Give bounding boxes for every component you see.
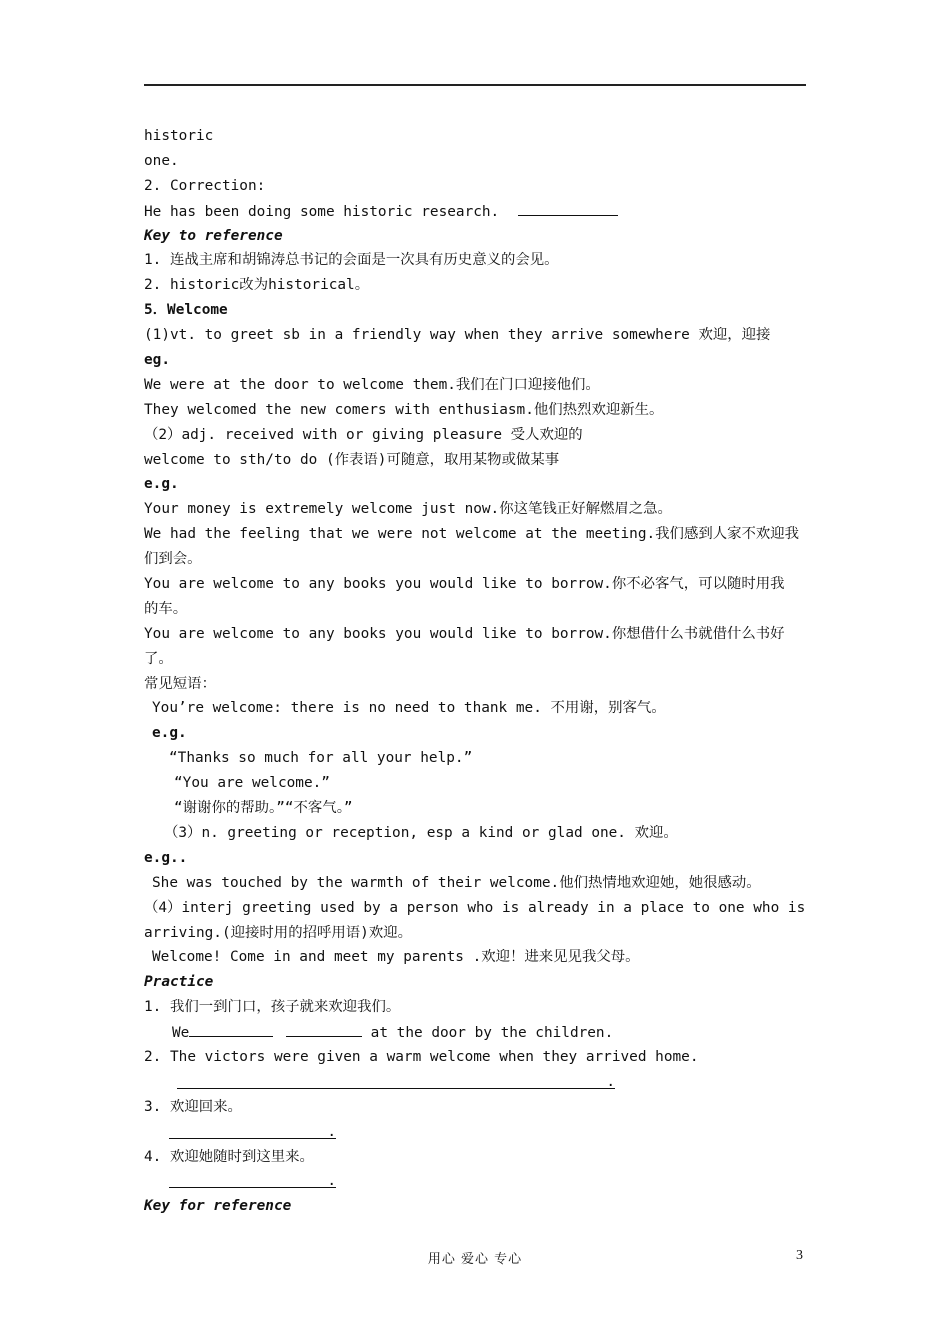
section-heading: Key to reference [144, 227, 283, 244]
text-line: 1. 连战主席和胡锦涛总书记的会面是一次具有历史意义的会见。 [144, 252, 559, 269]
text-line: 2. Correction: [144, 177, 266, 194]
text-line: “Thanks so much for all your help.” [169, 750, 473, 767]
text-line: Welcome! Come in and meet my parents .欢迎！进来见见我父母。 [152, 949, 640, 966]
text-line: historic [144, 128, 214, 144]
text-line: You are welcome to any books you would like to borrow.你不必客气，可以随时用我 [144, 576, 785, 593]
footer-motto: 用心 爱心 专心 [427, 1252, 523, 1267]
header-rule [144, 84, 806, 86]
text-line: one. [144, 152, 179, 169]
example-label: e.g.. [144, 849, 188, 866]
page-number: 3 [796, 1248, 803, 1263]
text-line: She was touched by the warmth of their welcome.他们热情地欢迎她，她很感动。 [152, 874, 761, 891]
answer-line [144, 1169, 806, 1194]
fill-in-line [144, 1020, 806, 1045]
answer-blank[interactable] [189, 1020, 273, 1037]
document-body [144, 124, 806, 1219]
correction-sentence [144, 199, 806, 224]
text-line: “谢谢你的帮助。”“不客气。” [174, 800, 353, 817]
text-line: 们到会。 [144, 551, 202, 568]
answer-line [144, 1070, 806, 1095]
text-line: 2. The victors were given a warm welcome when they arrived home. [144, 1048, 699, 1065]
answer-blank[interactable] [518, 199, 618, 216]
answer-blank[interactable] [169, 1120, 336, 1139]
answer-blank[interactable] [169, 1169, 336, 1188]
text-line: You are welcome to any books you would like to borrow.你想借什么书就借什么书好 [144, 625, 785, 642]
example-label: e.g. [152, 725, 187, 742]
text-line: 2. historic改为historical。 [144, 277, 370, 294]
text-line: (1)vt. to greet sb in a friendly way when they arrive somewhere 欢迎，迎接 [144, 327, 771, 344]
answer-blank[interactable] [177, 1070, 615, 1089]
entry-heading: 5．Welcome [144, 302, 228, 319]
text-line: “You are welcome.” [174, 775, 330, 792]
period-mark: . [327, 1123, 336, 1140]
page-footer [0, 1248, 950, 1268]
text-line: 4. 欢迎她随时到这里来。 [144, 1148, 314, 1165]
text-line: welcome to sth/to do (作表语)可随意，取用某物或做某事 [144, 451, 560, 468]
period-mark: . [606, 1073, 615, 1090]
section-heading: Practice [144, 974, 214, 991]
text-line: We were at the door to welcome them.我们在门口迎接他们。 [144, 376, 600, 393]
text-line: We [172, 1025, 190, 1042]
answer-blank[interactable] [286, 1020, 362, 1037]
text-line: You’re welcome: there is no need to thank me. 不用谢，别客气。 [152, 700, 666, 717]
text-line: 的车。 [144, 600, 188, 617]
text-line: 3. 欢迎回来。 [144, 1098, 242, 1115]
example-label: e.g. [144, 476, 179, 493]
text-line: （2）adj. received with or giving pleasure 受人欢迎的 [144, 426, 583, 443]
example-label: eg. [144, 352, 170, 369]
text-line: Your money is extremely welcome just now.你这笔钱正好解燃眉之急。 [144, 501, 672, 518]
text-line: 了。 [144, 650, 173, 667]
text-line: （4）interj greeting used by a person who is already in a place to one who is [144, 899, 806, 916]
text-line: at the door by the children. [370, 1025, 614, 1042]
text-line: We had the feeling that we were not welcome at the meeting.我们感到人家不欢迎我 [144, 526, 800, 543]
text-line: They welcomed the new comers with enthusiasm.他们热烈欢迎新生。 [144, 401, 664, 418]
text-line: 常见短语： [144, 675, 216, 692]
section-heading: Key for reference [144, 1198, 292, 1215]
text-line: （3）n. greeting or reception, esp a kind or glad one. 欢迎。 [164, 824, 678, 841]
period-mark: . [327, 1173, 336, 1190]
text-line: arriving.(迎接时用的招呼用语)欢迎。 [144, 924, 412, 941]
answer-line [144, 1120, 806, 1145]
text-line: He has been doing some historic research. [144, 203, 500, 220]
text-line: 1. 我们一到门口，孩子就来欢迎我们。 [144, 999, 401, 1016]
